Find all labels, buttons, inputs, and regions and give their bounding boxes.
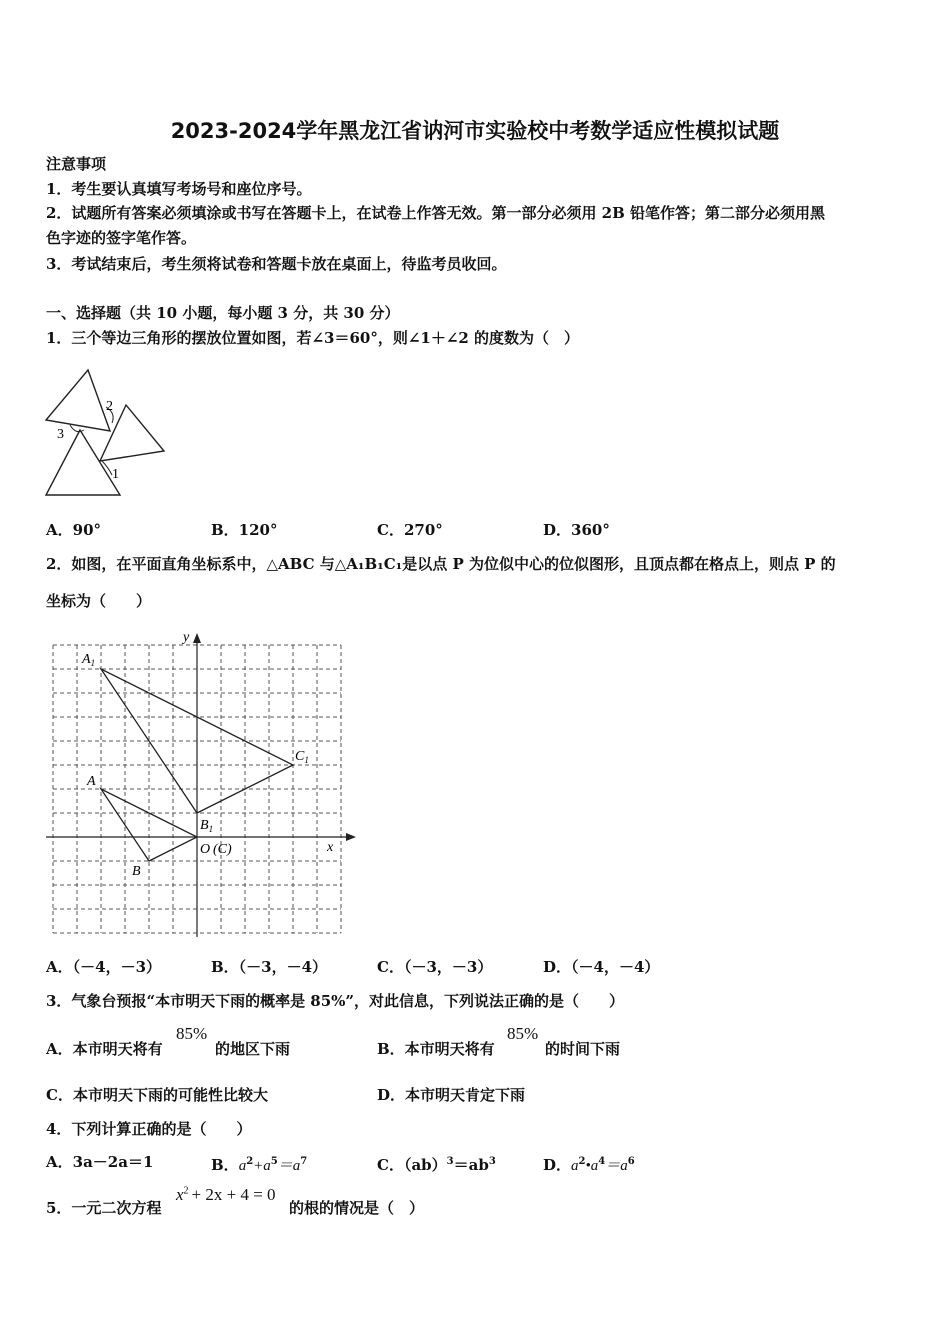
q2-option-c: C．（－3，－3） — [377, 958, 493, 976]
q1-label-1: 1 — [112, 467, 119, 482]
q2-coordinate-figure — [40, 625, 370, 945]
q2-label-o: O — [200, 842, 211, 857]
q2-label-c: (C) — [213, 842, 232, 857]
notice-item-2: 2．试题所有答案必须填涂或书写在答题卡上，在试卷上作答无效。第一部分必须用 2B 铅笔作答；第二部分必须用黑 — [46, 204, 826, 222]
q1-triangle-top — [46, 370, 110, 431]
q2-label-c1: $C_1$ — [295, 749, 309, 765]
q2-option-d: D．（－4，－4） — [543, 958, 660, 976]
page-title: 2023-2024学年黑龙江省讷河市实验校中考数学适应性模拟试题 — [170, 119, 780, 143]
q2-y-arrow — [193, 633, 201, 643]
notice-heading: 注意事项 — [46, 155, 107, 173]
q3-option-c: C．本市明天下雨的可能性比较大 — [46, 1086, 268, 1104]
q1-triangles-figure — [40, 365, 170, 500]
section-heading: 一、选择题（共 10 小题，每小题 3 分，共 30 分） — [46, 304, 400, 322]
q1-label-2: 2 — [106, 399, 113, 414]
q3-option-b-pre: B．本市明天将有 — [377, 1040, 495, 1058]
q2-label-a: A — [87, 774, 96, 789]
q3-option-b-post: 的时间下雨 — [545, 1040, 621, 1058]
q3-option-b-percent: 85% — [507, 1024, 539, 1043]
q1-option-d: D．360° — [543, 521, 610, 539]
q4-option-b: B．$a^2+a^5=a^7$ — [211, 1156, 308, 1174]
q2-label-b: B — [132, 864, 141, 879]
q3-option-a-pre: A．本市明天将有 — [46, 1040, 163, 1058]
q2-label-a1: $A_1$ — [82, 652, 96, 668]
notice-item-1: 1．考生要认真填写考场号和座位序号。 — [46, 180, 312, 198]
q4-option-d: D．$a^2•a^4=a^6$ — [543, 1156, 635, 1174]
q2-label-y: y — [183, 630, 190, 645]
q4-option-c: C．$(ab)^3=ab^3$ — [377, 1156, 496, 1174]
q2-stem-line1: 2．如图，在平面直角坐标系中，△ABC 与△A₁B₁C₁是以点 P 为位似中心的位似图形，且顶点都在格点上，则点 P 的 — [46, 555, 836, 573]
q5-equation: $x^2 + 2x + 4 = 0$ — [176, 1185, 276, 1204]
q1-option-c: C．270° — [377, 521, 443, 539]
q1-option-a: A．90° — [46, 521, 102, 539]
q4-stem: 4．下列计算正确的是（ ） — [46, 1120, 252, 1138]
q3-option-a-percent: 85% — [176, 1024, 208, 1043]
q2-option-b: B．（－3，－4） — [211, 958, 328, 976]
notice-item-3: 3．考试结束后，考生须将试卷和答题卡放在桌面上，待监考员收回。 — [46, 255, 507, 273]
q2-stem-line2: 坐标为（ ） — [46, 592, 152, 610]
q3-option-d: D．本市明天肯定下雨 — [377, 1086, 526, 1104]
q5-stem-pre: 5．一元二次方程 — [46, 1199, 162, 1217]
q3-stem: 3．气象台预报“本市明天下雨的概率是 85%”，对此信息，下列说法正确的是（ ） — [46, 992, 625, 1010]
q2-label-b1: $B_1$ — [200, 818, 214, 834]
q2-x-arrow — [346, 833, 356, 841]
notice-item-2-cont: 色字迹的签字笔作答。 — [46, 229, 197, 247]
q4-option-a: A．3a－2a＝1 — [46, 1153, 154, 1171]
q2-label-x: x — [327, 840, 334, 855]
q1-label-3: 3 — [57, 427, 64, 442]
q1-stem: 1．三个等边三角形的摆放位置如图，若∠3＝60°，则∠1＋∠2 的度数为（ ） — [46, 329, 580, 347]
q3-option-a-post: 的地区下雨 — [215, 1040, 291, 1058]
q5-stem-post: 的根的情况是（ ） — [289, 1199, 425, 1217]
q1-option-b: B．120° — [211, 521, 278, 539]
q2-option-a: A．（－4，－3） — [46, 958, 162, 976]
